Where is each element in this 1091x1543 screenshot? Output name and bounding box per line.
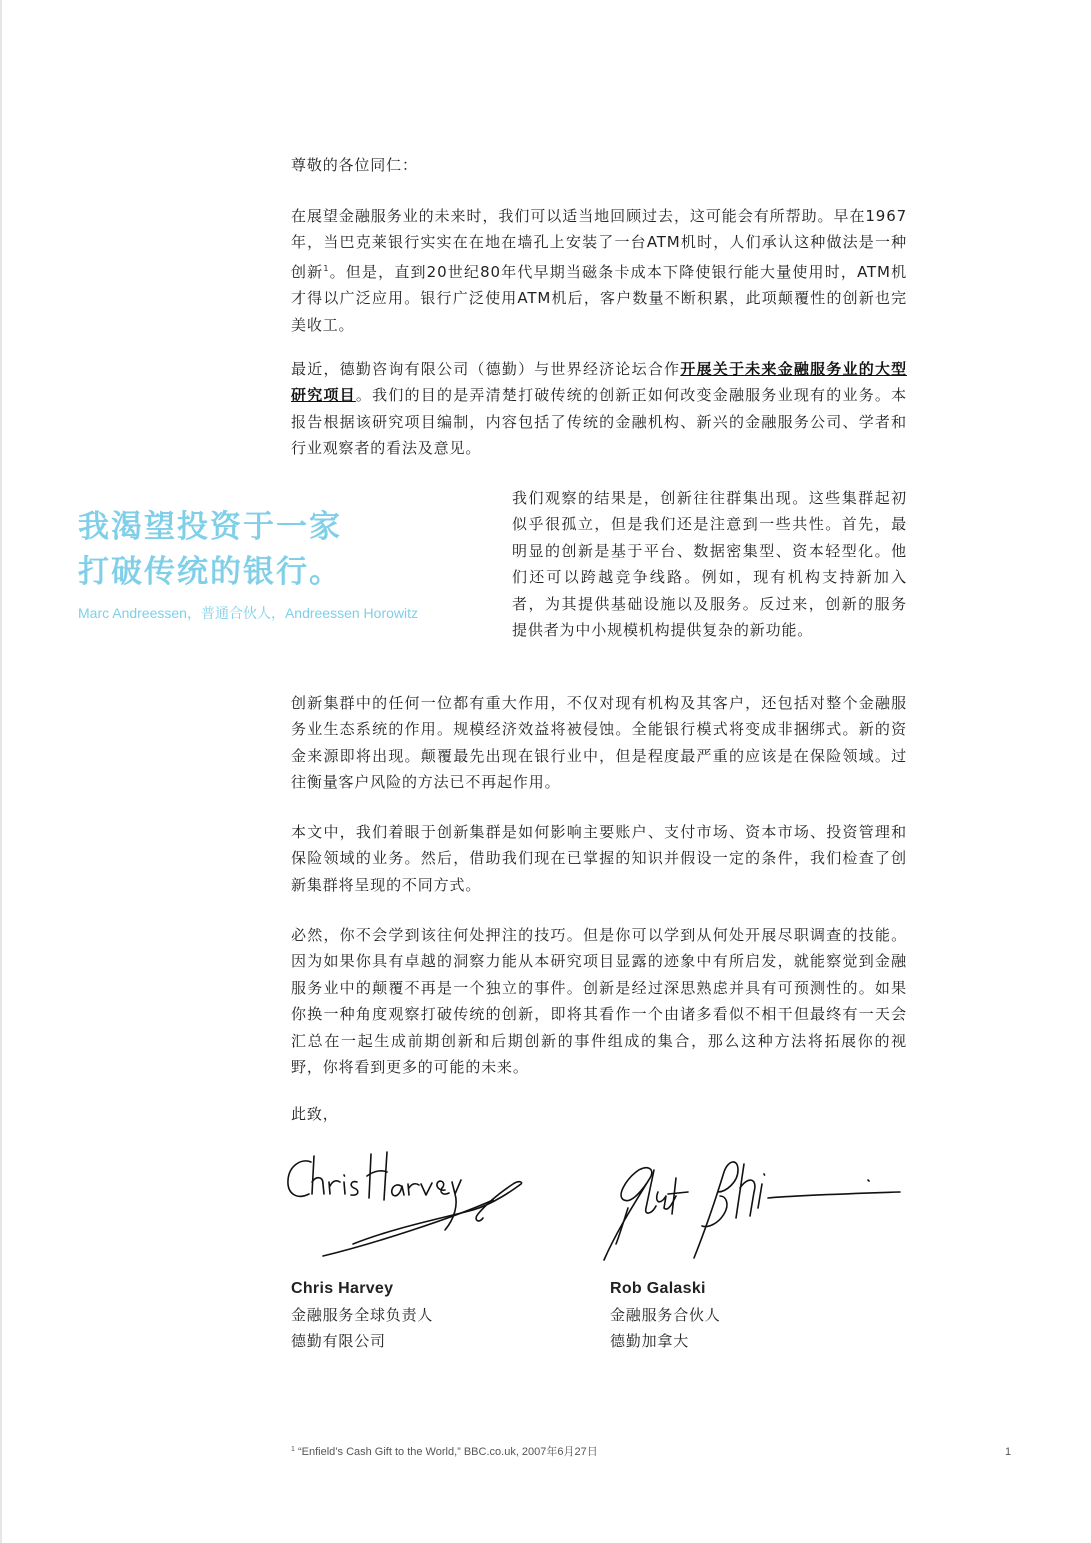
footnote-ref[interactable]: 1	[323, 263, 330, 273]
pull-quote-attribution: Marc Andreessen，普通合伙人，Andreessen Horowitz	[78, 605, 419, 621]
salutation: 尊敬的各位同仁：	[291, 156, 418, 174]
paragraph-3: 我们观察的结果是，创新往往群集出现。这些集群起初似乎很孤立，但是我们还是注意到一些共性。首先，最明显的创新是基于平台、数据密集型、资本轻型化。他们还可以跨越竞争线路。例如，现有机构支持新加入者，为其提供基础设施以及服务。反过来，创新的服务提供者为中小规模机构提供复杂的新功能。	[512, 489, 907, 640]
closing: 此致，	[291, 1105, 339, 1123]
paragraph-6: 必然，你不会学到该往何处押注的技巧。但是你可以学到从何处开展尽职调查的技能。因为如果你具有卓越的洞察力能从本研究项目显露的迹象中有所启发，就能察觉到金融服务业中的颠覆不再是一个独立的事件。创新是经过深思熟虑并具有可预测性的。如果你换一种角度观察打破传统的创新，即将其看作一个由诸多看似不相干但最终有一天会汇总在一起生成前期创新和后期创新的事件组成的集合，那么这种方法将拓展你的视野，你将看到更多的可能的未来。	[291, 926, 907, 1077]
pull-quote	[78, 505, 498, 623]
signature-rob-galaski	[598, 1148, 908, 1268]
paragraph-2-text-a: 最近，德勤咨询有限公司（德勤）与世界经济论坛合作	[291, 360, 681, 378]
paragraph-1-text-a: 在展望金融服务业的未来时，我们可以适当地回顾过去，这可能会有所帮助。早在1967年，当巴克莱银行实实在在地在墙孔上安装了一台ATM机时，人们承认这种做法是一种创新	[291, 207, 907, 281]
pull-quote-line-1: 我渴望投资于一家	[78, 509, 342, 545]
signatory-2-title: 金融服务合伙人	[610, 1306, 721, 1324]
signatory-2-org: 德勤加拿大	[610, 1332, 690, 1350]
signatory-1-title: 金融服务全球负责人	[291, 1306, 434, 1324]
paragraph-5: 本文中，我们着眼于创新集群是如何影响主要账户、支付市场、资本市场、投资管理和保险领域的业务。然后，借助我们现在已掌握的知识并假设一定的条件，我们检查了创新集群将呈现的不同方式。	[291, 823, 907, 894]
signature-chris-harvey	[283, 1148, 533, 1268]
paragraph-2	[291, 356, 907, 462]
pull-quote-line-2: 打破传统的银行。	[78, 554, 342, 590]
signatory-2	[610, 1276, 721, 1354]
signatory-1-org: 德勤有限公司	[291, 1332, 386, 1350]
page-number: 1	[1005, 1446, 1012, 1458]
page-edge	[0, 0, 2, 1543]
signatory-2-name: Rob Galaski	[610, 1280, 706, 1297]
paragraph-1-text-b: 。但是，直到20世纪80年代早期当磁条卡成本下降使银行能大量使用时，ATM机才得以广泛应用。银行广泛使用ATM机后，客户数量不断积累，此项颠覆性的创新也完美收工。	[291, 262, 907, 334]
signatory-1-name: Chris Harvey	[291, 1280, 394, 1297]
paragraph-2-text-b: 。我们的目的是弄清楚打破传统的创新正如何改变金融服务业现有的业务。本报告根据该研究项目编制，内容包括了传统的金融机构、新兴的金融服务公司、学者和行业观察者的看法及意见。	[291, 386, 908, 458]
paragraph-4: 创新集群中的任何一位都有重大作用，不仅对现有机构及其客户，还包括对整个金融服务业生态系统的作用。规模经济效益将被侵蚀。全能银行模式将变成非捆绑式。新的资金来源即将出现。颠覆最先出现在银行业中，但是程度最严重的应该是在保险领域。过往衡量客户风险的方法已不再起作用。	[291, 694, 907, 792]
paragraph-1	[291, 203, 907, 338]
research-project-link[interactable]: 开展关于未来金融服务业的大型研究项目	[291, 360, 907, 405]
footnote	[291, 1443, 598, 1459]
footnote-text: “Enfield’s Cash Gift to the World,” BBC.co.uk, 2007年6月27日	[297, 1446, 598, 1458]
footnote-number: 1	[291, 1446, 295, 1453]
signatory-1	[291, 1276, 433, 1354]
